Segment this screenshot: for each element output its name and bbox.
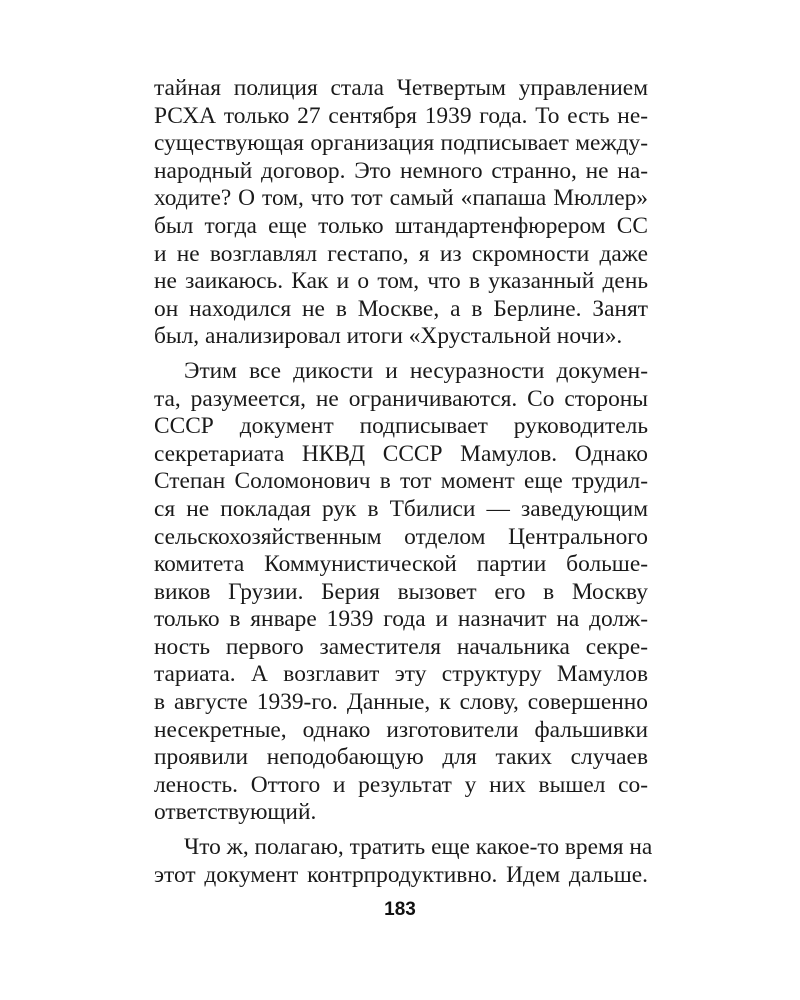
page-number: 183: [384, 899, 416, 920]
text-line: был тогда еще только штандартенфюрером СС: [154, 212, 648, 239]
text-line: ность первого заместителя начальника секре-: [154, 633, 648, 660]
text-line: он находился не в Москве, а в Берлине. Занят: [154, 295, 648, 322]
text-line: СССР документ подписывает руководитель: [154, 413, 648, 440]
text-line: тайная полиция стала Четвертым управлением: [154, 75, 648, 101]
text-line: проявили неподобающую для таких случаев: [154, 744, 648, 771]
text-line: Степан Соломонович в тот момент еще трудил-: [154, 468, 648, 495]
text-line: был, анализировал итоги «Хрустальной ночи».: [154, 323, 623, 350]
text-line: ходите? О том, что тот самый «папаша Мюллер»: [154, 185, 648, 212]
text-line: ответствующий.: [154, 799, 317, 826]
text-line: существующая организация подписывает между-: [154, 130, 648, 157]
text-line: виков Грузии. Берия вызовет его в Москву: [154, 578, 648, 605]
text-line: секретариата НКВД СССР Мамулов. Однако: [154, 440, 648, 467]
text-line: леность. Оттого и результат у них вышел со-: [154, 771, 648, 798]
text-line: ся не покладая рук в Тбилиси — заведующим: [154, 495, 648, 522]
text-line: РСХА только 27 сентября 1939 года. То есть не-: [154, 102, 648, 129]
text-line: и не возглавлял гестапо, я из скромности даже: [154, 240, 648, 267]
text-line: тариата. А возглавит эту структуру Мамулов: [154, 661, 648, 688]
text-line: этот документ контрпродуктивно. Идем дальше.: [154, 861, 648, 888]
text-line: народный договор. Это немного странно, не на-: [154, 157, 648, 184]
paragraph-1: [154, 75, 648, 351]
body-text: [154, 75, 653, 889]
text-line: комитета Коммунистической партии больше-: [154, 551, 648, 578]
text-line: Что ж, полагаю, тратить еще какое-то время на: [184, 834, 653, 861]
text-line: в августе 1939-го. Данные, к слову, совершенно: [154, 689, 648, 716]
text-line: та, разумеется, не ограничиваются. Со стороны: [154, 385, 648, 412]
text-line: сельскохозяйственным отделом Центрального: [154, 523, 648, 550]
text-line: не заикаюсь. Как и о том, что в указанный день: [154, 268, 648, 295]
text-line: только в январе 1939 года и назначит на долж-: [154, 606, 648, 633]
text-line: Этим все дикости и несуразности докумен-: [184, 357, 648, 384]
paragraph-3: [154, 834, 653, 889]
text-line: несекретные, однако изготовители фальшивки: [154, 716, 648, 743]
paragraph-2: [154, 358, 648, 827]
